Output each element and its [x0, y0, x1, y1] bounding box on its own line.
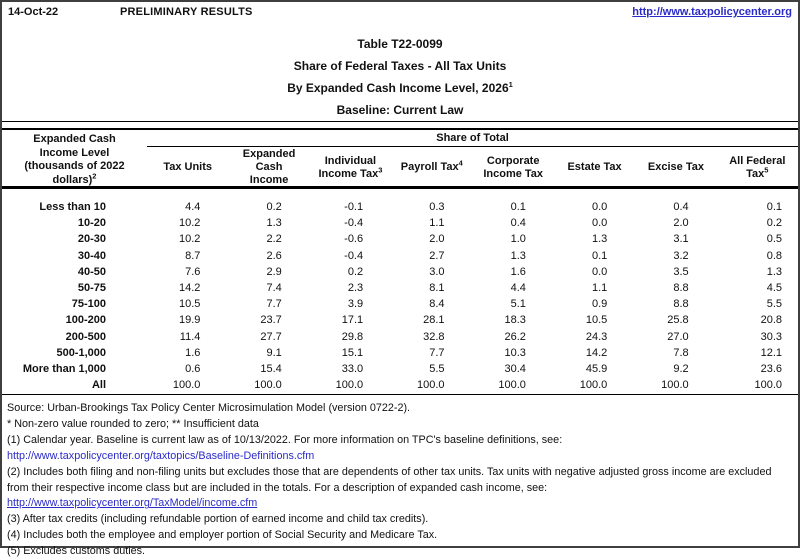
cell-value: 7.7	[266, 298, 282, 311]
cell-value: 0.2	[766, 217, 782, 230]
column-header-text: Income	[249, 174, 289, 186]
cell-value: 7.8	[673, 346, 689, 359]
footnote-4: (4) Includes both the employee and employer portion of Social Security and Medicare Tax.	[7, 529, 438, 542]
cell-value: 3.1	[673, 233, 689, 246]
column-header	[228, 148, 309, 187]
cell-value: 9.1	[266, 346, 282, 359]
column-header-text: Tax Units	[163, 161, 213, 173]
row-label: 10-20	[77, 217, 106, 230]
cell-value: 2.0	[429, 233, 445, 246]
column-header	[635, 148, 716, 187]
cell-value: 0.1	[766, 201, 782, 214]
cell-value: 100.0	[416, 379, 445, 392]
column-header-line	[729, 164, 785, 181]
table-row	[2, 231, 798, 247]
cell-value: -0.1	[344, 201, 364, 214]
row-label: 20-30	[77, 233, 106, 246]
cell-value: 10.5	[178, 298, 201, 311]
footnotes	[7, 401, 794, 560]
cell-value: 0.5	[766, 233, 782, 246]
footnote-ref-2: 2	[92, 170, 97, 180]
row-label: Less than 10	[39, 201, 106, 214]
footnote-ref: 4	[458, 158, 463, 168]
row-label: 30-40	[77, 249, 106, 262]
cell-value: 2.6	[266, 249, 282, 262]
row-label: All	[91, 379, 106, 392]
row-label: 200-500	[65, 330, 106, 343]
income-header-line: Income Level	[39, 146, 110, 159]
footnote-3: (3) After tax credits (including refundable portion of earned income and child tax credits).	[7, 513, 429, 526]
column-header-line	[228, 148, 309, 174]
table-subject-title: Share of Federal Taxes - All Tax Units	[293, 59, 507, 73]
cell-value: 0.1	[510, 201, 526, 214]
cell-value: 28.1	[423, 314, 445, 327]
column-header-text: Corporate	[486, 154, 540, 167]
cell-value: 12.1	[760, 346, 782, 359]
cell-value: 100.0	[754, 379, 782, 392]
column-header-text: Income Tax	[483, 167, 544, 180]
cell-value: 10.2	[178, 217, 201, 230]
income-header-line: Expanded Cash	[33, 133, 116, 145]
cell-value: 7.7	[429, 346, 445, 359]
cell-value: 27.0	[667, 330, 689, 343]
column-header-text: Income Tax	[318, 167, 379, 180]
cell-value: 8.8	[673, 298, 689, 311]
cell-value: 14.2	[178, 282, 201, 295]
cell-value: 8.4	[429, 298, 445, 311]
rounding-note: * Non-zero value rounded to zero; ** Insufficient data	[7, 417, 259, 430]
table-level-title-text: By Expanded Cash Income Level, 2026	[287, 81, 509, 95]
cell-value: 17.1	[341, 314, 364, 327]
footnote-1-link-line	[7, 449, 794, 465]
footnote-2-line2: from their respective income class but are included in the totals. For a description of expanded cash income, see:	[7, 481, 548, 494]
cell-value: 100.0	[661, 379, 689, 392]
cell-value: 20.8	[760, 314, 782, 327]
cell-value: 3.9	[347, 298, 364, 311]
row-label: 500-1,000	[56, 346, 106, 359]
row-label: 40-50	[77, 265, 106, 278]
column-header	[391, 148, 472, 187]
column-header-text: Tax	[746, 167, 765, 180]
column-header-line	[567, 161, 621, 174]
cell-value: 8.1	[429, 282, 445, 295]
cell-value: 4.4	[510, 282, 526, 295]
cell-value: 1.1	[429, 217, 445, 230]
column-header-text: Expanded Cash	[242, 148, 296, 173]
cell-value: 25.8	[667, 314, 689, 327]
cell-value: 27.7	[260, 330, 282, 343]
table-bottom-border	[2, 394, 798, 395]
column-header-line	[483, 155, 543, 168]
table-row	[2, 280, 798, 296]
table-row	[2, 345, 798, 361]
cell-value: 0.0	[591, 217, 608, 230]
table-row	[2, 296, 798, 312]
cell-value: 100.0	[172, 379, 201, 392]
cell-value: 2.3	[347, 282, 364, 295]
row-label: 100-200	[65, 314, 106, 327]
column-header-line	[163, 161, 212, 174]
cell-value: 3.0	[429, 265, 445, 278]
share-of-total-group-header: Share of Total	[147, 131, 798, 147]
column-header-text: Payroll Tax	[400, 161, 459, 173]
table-row	[2, 312, 798, 328]
cell-value: 4.5	[766, 282, 782, 295]
income-header-line-text: dollars)	[52, 173, 93, 186]
column-header-line	[729, 155, 785, 168]
cell-value: 9.2	[673, 362, 689, 375]
cell-value: 0.0	[591, 201, 608, 214]
cell-value: 0.0	[591, 265, 608, 278]
cell-value: 45.9	[585, 362, 608, 375]
preliminary-results-label: PRELIMINARY RESULTS	[120, 6, 253, 18]
cell-value: 33.0	[341, 362, 364, 375]
cell-value: 8.8	[673, 282, 689, 295]
column-header-line	[483, 168, 543, 181]
table-row	[2, 377, 798, 393]
footnote-1: (1) Calendar year. Baseline is current law as of 10/13/2022. For more information on TPC's baseline definitions, see:	[7, 433, 563, 446]
row-label: 75-100	[71, 298, 106, 311]
baseline-title: Baseline: Current Law	[336, 103, 464, 117]
column-header-text: Individual	[324, 154, 377, 167]
cell-value: 15.4	[260, 362, 282, 375]
cell-value: 0.2	[347, 265, 364, 278]
table-row	[2, 199, 798, 215]
cell-value: 0.2	[266, 201, 282, 214]
top-bar	[2, 6, 798, 22]
cell-value: 5.5	[766, 298, 782, 311]
cell-value: -0.6	[344, 233, 364, 246]
cell-value: 1.3	[266, 217, 282, 230]
income-level-column-header	[2, 133, 147, 187]
column-header-text: All Federal	[729, 154, 786, 167]
cell-value: 100.0	[254, 379, 282, 392]
income-header-line	[2, 170, 147, 188]
column-header	[147, 148, 228, 187]
row-label: 50-75	[77, 282, 106, 295]
column-header-line	[318, 155, 382, 168]
column-header	[554, 148, 635, 187]
cell-value: 23.6	[760, 362, 782, 375]
cell-value: 26.2	[504, 330, 526, 343]
cell-value: 0.1	[591, 249, 608, 262]
cell-value: 18.3	[504, 314, 526, 327]
cell-value: 0.9	[591, 298, 608, 311]
cell-value: 5.5	[429, 362, 445, 375]
table-row	[2, 248, 798, 264]
cell-value: -0.4	[344, 217, 364, 230]
column-header	[717, 148, 798, 187]
table-top-border	[2, 121, 798, 130]
cell-value: 10.3	[504, 346, 526, 359]
cell-value: 1.6	[185, 346, 201, 359]
column-header	[473, 148, 554, 187]
cell-value: 1.1	[591, 282, 608, 295]
cell-value: 14.2	[585, 346, 608, 359]
cell-value: 32.8	[423, 330, 445, 343]
income-header-line: (thousands of 2022	[24, 160, 125, 172]
table-row	[2, 264, 798, 280]
footnote-ref: 5	[764, 164, 769, 174]
cell-value: 30.4	[504, 362, 526, 375]
cell-value: 4.4	[185, 201, 201, 214]
cell-value: 30.3	[760, 330, 782, 343]
footnote-ref: 3	[378, 164, 383, 174]
cell-value: 3.5	[673, 265, 689, 278]
cell-value: -0.4	[344, 249, 364, 262]
cell-value: 23.7	[260, 314, 282, 327]
cell-value: 19.9	[178, 314, 201, 327]
footnote-ref-1: 1	[508, 80, 513, 89]
table-row	[2, 215, 798, 231]
table-level-title	[2, 81, 798, 95]
cell-value: 29.8	[341, 330, 364, 343]
cell-value: 10.2	[178, 233, 201, 246]
column-headers-row	[147, 148, 798, 186]
source-note: Source: Urban-Brookings Tax Policy Center Microsimulation Model (version 0722-2).	[7, 402, 411, 414]
cell-value: 100.0	[335, 379, 364, 392]
cell-value: 2.0	[673, 217, 689, 230]
cell-value: 3.2	[673, 249, 689, 262]
cell-value: 8.7	[185, 249, 201, 262]
cell-value: 1.3	[591, 233, 608, 246]
taxpolicycenter-home-link[interactable]: http://www.taxpolicycenter.org	[632, 6, 792, 18]
cell-value: 2.7	[429, 249, 445, 262]
cell-value: 100.0	[498, 379, 526, 392]
report-date: 14-Oct-22	[8, 6, 59, 18]
baseline-definitions-link[interactable]: http://www.taxpolicycenter.org/taxtopics/Baseline-Definitions.cfm	[7, 449, 315, 462]
cell-value: 0.8	[766, 249, 782, 262]
table-number-title: Table T22-0099	[357, 37, 443, 51]
table-row	[2, 361, 798, 377]
cell-value: 5.1	[510, 298, 526, 311]
column-header-line	[318, 164, 383, 181]
table-row	[2, 329, 798, 345]
cell-value: 0.6	[185, 362, 201, 375]
cell-value: 1.3	[766, 265, 782, 278]
column-header-text: Excise Tax	[647, 161, 704, 173]
cell-value: 7.6	[185, 265, 201, 278]
cell-value: 1.3	[510, 249, 526, 262]
table-body	[2, 199, 798, 393]
cell-value: 100.0	[579, 379, 608, 392]
cell-value: 0.4	[673, 201, 689, 214]
column-header	[310, 148, 391, 187]
cell-value: 0.4	[510, 217, 526, 230]
footnote-5: (5) Excludes customs duties.	[7, 545, 146, 558]
cell-value: 1.0	[510, 233, 526, 246]
cell-value: 2.9	[266, 265, 282, 278]
column-header-line	[648, 161, 704, 174]
row-label: More than 1,000	[22, 362, 106, 375]
cell-value: 2.2	[266, 233, 282, 246]
header-bottom-border	[2, 186, 798, 189]
income-definition-link[interactable]: http://www.taxpolicycenter.org/TaxModel/income.cfm	[7, 497, 258, 510]
cell-value: 7.4	[266, 282, 282, 295]
cell-value: 11.4	[179, 330, 201, 343]
column-header-line	[400, 158, 463, 174]
column-header-text: Estate Tax	[567, 161, 622, 173]
cell-value: 15.1	[341, 346, 364, 359]
table-header	[2, 131, 798, 186]
footnote-2-line1: (2) Includes both filing and non-filing units but excludes those that are dependents of other tax units. Tax units with negative adjusted gross income are excluded	[7, 465, 772, 478]
footnote-2-link-line	[7, 496, 794, 512]
cell-value: 24.3	[585, 330, 608, 343]
cell-value: 0.3	[429, 201, 445, 214]
cell-value: 10.5	[585, 314, 608, 327]
cell-value: 1.6	[510, 265, 526, 278]
